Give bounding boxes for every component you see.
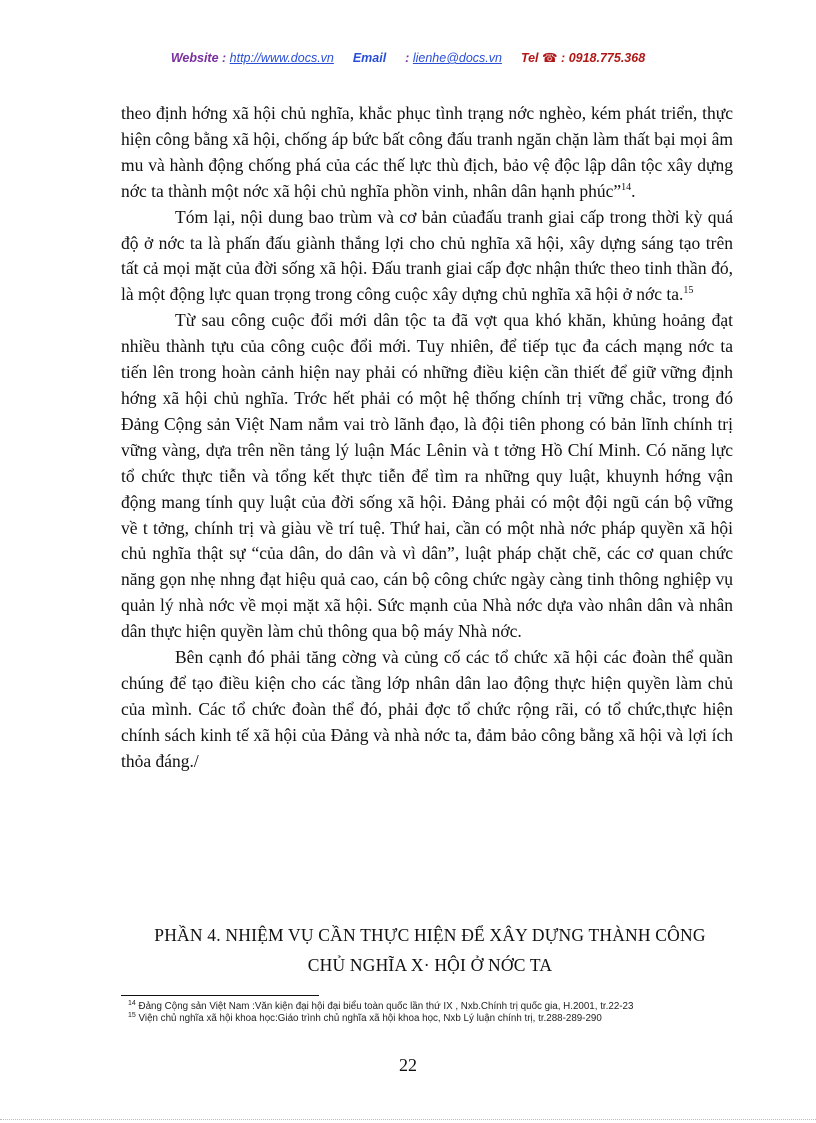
paragraph-continuation <box>121 101 733 205</box>
section-heading <box>100 920 760 980</box>
page-header <box>0 50 816 65</box>
paragraph-text: Tóm lại, nội dung bao trùm và cơ bản củađấu tranh giai cấp trong thời kỳ quá độ ở nớc ta là phấn đấu giành thắng lợi cho chủ nghĩa xã hội, xây dựng sáng tạo trên tất cả mọi mặt của đời sống xã hội. Đấu tranh giai cấp đợc nhận thức theo tinh thần đó, là một động lực quan trọng trong công cuộc xây dựng chủ nghĩa xã hội ở nớc ta. <box>121 206 733 305</box>
tel-label: Tel ☎ : <box>520 51 566 65</box>
tel-value: 0918.775.368 <box>568 51 646 65</box>
footnote-ref[interactable]: 15 <box>683 285 694 297</box>
footnote-text: Viện chủ nghĩa xã hội khoa học:Giáo trình chủ nghĩa xã hội khoa học, Nxb Lý luận chính trị, tr.288-289-290 <box>138 1012 602 1024</box>
website-label: Website : <box>170 51 227 65</box>
paragraph-tail: . <box>631 180 636 201</box>
email-link[interactable]: lienhe@docs.vn <box>412 51 502 65</box>
footnote <box>128 1001 728 1013</box>
footnote-number: 14 <box>128 1000 136 1007</box>
paragraph <box>121 308 733 645</box>
email-label: Email <box>352 51 387 65</box>
footnote-number: 15 <box>128 1011 136 1019</box>
page-number: 22 <box>399 1055 417 1075</box>
footnote-separator <box>121 995 319 996</box>
document-body <box>121 101 733 775</box>
paragraph-text: Bên cạnh đó phải tăng cờng và củng cố các tổ chức xã hội các đoàn thể quần chúng để tạo điều kiện cho các tầng lớp nhân dân lao động thực hiện quyền làm chủ của mình. Các tổ chức đoàn thể đó, phải đợc tổ chức rộng rãi, có tổ chức,thực hiện chính sách kinh tế xã hội của Đảng và nhà nớc ta, đảm bảo công bằng xã hội và lợi ích thỏa đáng./ <box>121 647 733 771</box>
paragraph <box>121 645 733 775</box>
paragraph-text: theo định hớng xã hội chủ nghĩa, khắc phục tình trạng nớc nghèo, kém phát triển, thực hiện công bằng xã hội, chống áp bức bất công đấu tranh ngăn chặn làm thất bại mọi âm mu và hành động chống phá của các thế lực thù địch, bảo vệ độc lập dân tộc xây dựng nớc ta thành một nớc xã hội chủ nghĩa phồn vinh, nhân dân hạnh phúc” <box>121 103 733 201</box>
footnote-ref[interactable]: 14 <box>621 181 632 193</box>
section-heading-line: PHẦN 4. NHIỆM VỤ CẦN THỰC HIỆN ĐỂ XÂY DỰNG THÀNH CÔNG <box>154 925 706 945</box>
section-heading-line: CHỦ NGHĨA X· HỘI Ở NỚC TA <box>307 955 553 975</box>
paragraph-text: Từ sau công cuộc đổi mới dân tộc ta đã vợt qua khó khăn, khủng hoảng đạt nhiều thành tựu của công cuộc đổi mới. Tuy nhiên, để tiếp tục đa cách mạng nớc ta tiến lên trong hoàn cảnh hiện nay phải có những điều kiện cần thiết để giữ vững định hớng xã hội chủ nghĩa. Trớc hết phải có một hệ thống chính trị vững chắc, trong đó Đảng Cộng sản Việt Nam nắm vai trò lãnh đạo, là đội tiên phong có bản lĩnh chính trị vững vàng, dựa trên nền tảng lý luận Mác Lênin và t tởng Hồ Chí Minh. Có năng lực tổ chức thực tiễn và tổng kết thực tiễn để tìm ra những quy luật, khuynh hớng vận động mang tính quy luật của đời sống xã hội. Đảng phải có một đội ngũ cán bộ vững về t tởng, chính trị và giàu về trí tuệ. Thứ hai, cần có một nhà nớc pháp quyền xã hội chủ nghĩa thật sự “của dân, do dân và vì dân”, luật pháp chặt chẽ, các cơ quan chức năng gọn nhẹ nhng đạt hiệu quả cao, cán bộ công chức ngày càng tinh thông nghiệp vụ quản lý nhà nớc về mọi mặt xã hội. Sức mạnh của Nhà nớc dựa vào nhân dân và nhân dân thực hiện quyền làm chủ thông qua bộ máy Nhà nớc. <box>121 310 733 642</box>
footnote <box>128 1013 728 1025</box>
paragraph <box>121 205 733 309</box>
footnote-text: Đảng Cộng sản Việt Nam :Văn kiện đại hội đại biểu toàn quốc lần thứ IX , Nxb.Chính trị quốc gia, H.2001, tr.22-23 <box>138 1001 634 1012</box>
footnotes <box>128 1001 728 1024</box>
email-separator: : <box>405 51 410 65</box>
website-link[interactable]: http://www.docs.vn <box>229 51 334 65</box>
page-bottom-border <box>0 1119 816 1120</box>
